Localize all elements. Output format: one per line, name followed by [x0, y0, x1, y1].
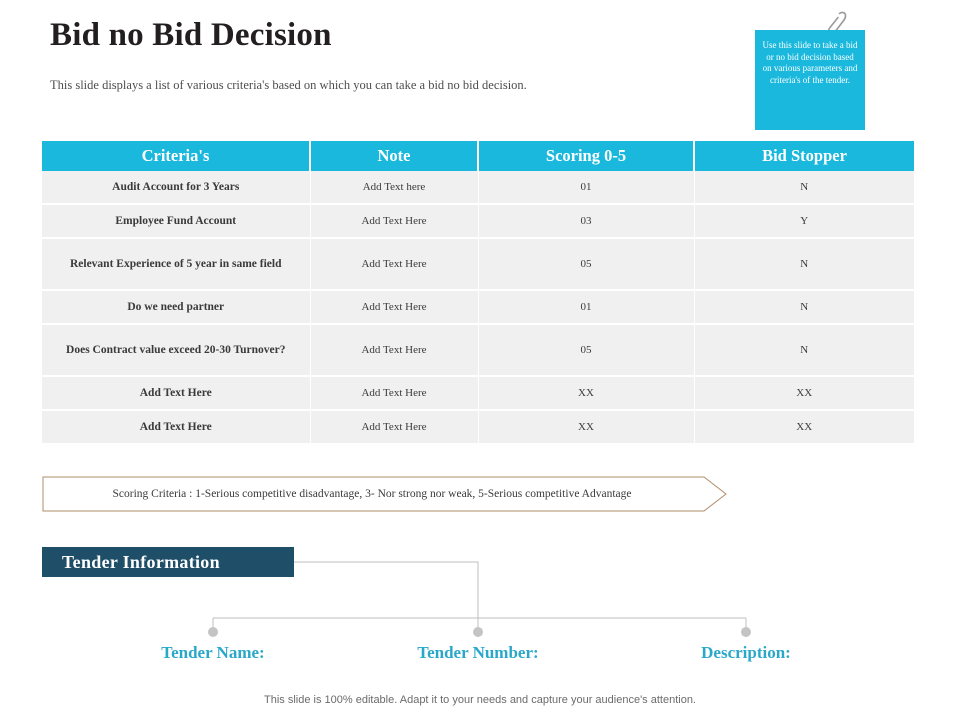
table-cell-bid-stopper: XX	[694, 410, 914, 444]
table-cell-score: 05	[478, 324, 694, 376]
table-cell-criteria: Employee Fund Account	[42, 204, 310, 238]
table-cell-note: Add Text Here	[310, 410, 478, 444]
table-cell-bid-stopper: N	[694, 290, 914, 324]
table-row	[42, 324, 914, 376]
table-row	[42, 204, 914, 238]
table-cell-score: 01	[478, 171, 694, 204]
table-cell-criteria: Does Contract value exceed 20-30 Turnover?	[42, 324, 310, 376]
page-title: Bid no Bid Decision	[50, 17, 332, 53]
callout-sticky-note	[755, 30, 865, 130]
table-row	[42, 376, 914, 410]
table-row	[42, 238, 914, 290]
table-cell-criteria: Add Text Here	[42, 376, 310, 410]
table-cell-bid-stopper: XX	[694, 376, 914, 410]
page-subtitle: This slide displays a list of various criteria's based on which you can take a bid no bid decision.	[50, 78, 527, 92]
slide-footer: This slide is 100% editable. Adapt it to your needs and capture your audience's attention.	[264, 694, 696, 706]
table-cell-note: Add Text Here	[310, 290, 478, 324]
table-cell-note: Add Text here	[310, 171, 478, 204]
table-row	[42, 171, 914, 204]
table-cell-note: Add Text Here	[310, 324, 478, 376]
table-cell-criteria: Audit Account for 3 Years	[42, 171, 310, 204]
tender-information-label: Tender Information	[62, 551, 220, 572]
table-cell-note: Add Text Here	[310, 238, 478, 290]
table-cell-score: 01	[478, 290, 694, 324]
callout-text: Use this slide to take a bid or no bid decision based on various parameters and criteria's of the tender.	[762, 40, 858, 85]
table-cell-score: 05	[478, 238, 694, 290]
scoring-criteria-banner	[42, 476, 727, 512]
table-cell-score: XX	[478, 410, 694, 444]
column-header-scoring: Scoring 0-5	[478, 141, 694, 171]
table-cell-note: Add Text Here	[310, 376, 478, 410]
table-row	[42, 290, 914, 324]
column-header-bid-stopper: Bid Stopper	[694, 141, 914, 171]
criteria-table	[42, 141, 914, 445]
scoring-criteria-text: Scoring Criteria : 1-Serious competitive disadvantage, 3- Nor strong nor weak, 5-Serious competitive Advantage	[112, 488, 632, 500]
table-cell-criteria: Relevant Experience of 5 year in same field	[42, 238, 310, 290]
table-row	[42, 410, 914, 444]
table-cell-criteria: Do we need partner	[42, 290, 310, 324]
column-header-criteria: Criteria's	[42, 141, 310, 171]
tender-node-label-description: Description:	[701, 643, 791, 662]
table-cell-bid-stopper: Y	[694, 204, 914, 238]
table-cell-bid-stopper: N	[694, 238, 914, 290]
table-header-row	[42, 141, 914, 171]
table-cell-note: Add Text Here	[310, 204, 478, 238]
table-cell-bid-stopper: N	[694, 324, 914, 376]
column-header-note: Note	[310, 141, 478, 171]
tender-connector-lines	[0, 540, 960, 650]
table-cell-criteria: Add Text Here	[42, 410, 310, 444]
table-cell-score: XX	[478, 376, 694, 410]
table-cell-score: 03	[478, 204, 694, 238]
table-cell-bid-stopper: N	[694, 171, 914, 204]
tender-node-label-name: Tender Name:	[161, 643, 265, 662]
table-body	[42, 171, 914, 444]
tender-node-label-number: Tender Number:	[417, 643, 539, 662]
